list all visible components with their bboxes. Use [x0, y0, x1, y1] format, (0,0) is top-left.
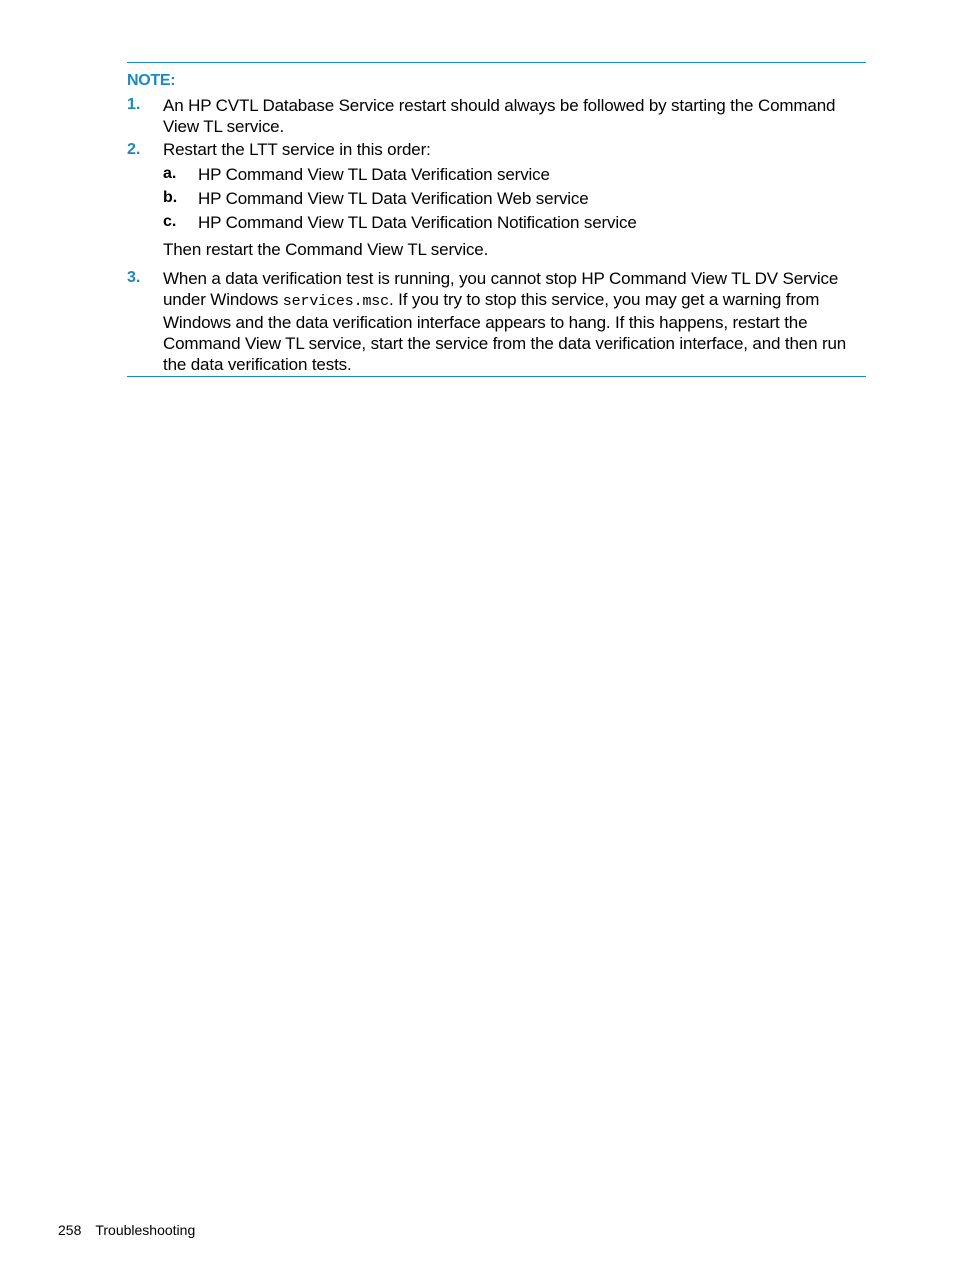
list-number-1: 1.	[127, 96, 141, 113]
sublist-letter-c: c.	[163, 213, 177, 230]
list-number-2: 2.	[127, 141, 141, 158]
list-number-3: 3.	[127, 269, 141, 286]
page-number: 258	[58, 1222, 82, 1238]
code-services-msc: services.msc	[282, 293, 390, 310]
footer-section-title: Troubleshooting	[95, 1222, 196, 1238]
list-item-2-text: Restart the LTT service in this order:	[163, 140, 431, 159]
note-title: NOTE:	[127, 72, 176, 89]
list-item-1-text: An HP CVTL Database Service restart should always be followed by starting the Command View TL service.	[163, 96, 836, 136]
sublist-letter-a: a.	[163, 165, 177, 182]
list-item-3-text-after: . If you try to stop this service, you may get a warning from Windows and the data verification interface appears to hang. If this happens, restart the Command View TL service, start the service from the data verification interface, and then run the data verification tests.	[163, 290, 847, 374]
list-item-3-text-before: When a data verification test is running, you cannot stop HP Command View TL DV Service under Windows	[163, 269, 839, 309]
note-box	[127, 62, 866, 377]
page-footer	[58, 1222, 195, 1238]
sublist-item-a-text: HP Command View TL Data Verification service	[198, 165, 550, 184]
sublist-item-b-text: HP Command View TL Data Verification Web service	[198, 189, 589, 208]
sublist-letter-b: b.	[163, 189, 178, 206]
list-item-3-text	[163, 268, 868, 375]
list-item-2-after-text: Then restart the Command View TL service.	[163, 240, 489, 259]
sublist-item-c-text: HP Command View TL Data Verification Notification service	[198, 213, 637, 232]
